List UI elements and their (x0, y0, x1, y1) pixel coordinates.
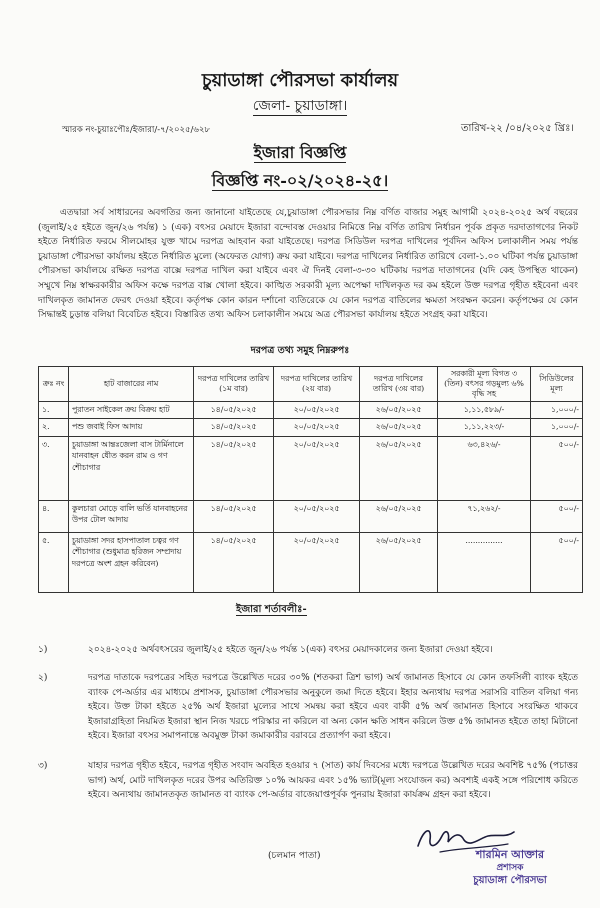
row-date-1: ১৪/০৫/২০২৫ (194, 402, 274, 419)
row-schedule-price: ১,০০০/- (531, 402, 583, 419)
condition-item (38, 671, 578, 744)
row-date-1: ১৪/০৫/২০২৫ (194, 500, 274, 532)
header-date-1: দরপত্র দাখিলের তারিখ (১ম বার) (194, 367, 274, 402)
row-govt-price: ১,১১,৫৮৯/- (438, 402, 531, 419)
seal-designation: প্রশাসক (496, 863, 524, 873)
header-serial: ক্রঃ নং (39, 367, 69, 402)
row-date-2: ২০/০৫/২০২৫ (274, 500, 360, 532)
tender-table (38, 366, 583, 593)
row-govt-price: ১,১১,২২৩/- (438, 418, 531, 436)
row-serial: ২. (39, 418, 69, 436)
row-date-2: ২০/০৫/২০২৫ (274, 436, 360, 500)
continued-page-note: (চলমান পাতা) (268, 851, 321, 861)
notice-number-text: বিজ্ঞপ্তি নং-০২/২০২৪-২৫। (211, 171, 389, 190)
row-schedule-price: ৫০০/- (531, 436, 583, 500)
row-schedule-price: ৫০০/- (531, 532, 583, 592)
row-market-name: পশু জবাই ফিস আদায় (69, 418, 194, 436)
table-row (39, 532, 583, 592)
condition-text: যাহার দরপত্র গৃহীত হইবে, দরপত্র গৃহীত সংবাদ অবহিত হওয়ার ৭ (সাত) কার্য দিবসের মধ্যে দরপত্রে উল্লেখিত দরের অবশিষ্ট ৭৫% (পচাত্তর ভাগ) অর্থ, মোট দাখিলকৃত দরের উপর অতিরিক্ত ১০% আয়কর এবং ১৫% ভ্যাট(মূল্য সংযোজন কর) অবশ্যই একই সঙ্গে পরিশোধ করিতে হইবে। অন্যথায় জামানতকৃত জামানত বা ব্যাংক পে-অর্ডার বাজেয়াপ্তপূর্বক পুনরায় ইজারা কার্যক্রম গ্রহন করা হইবে। (88, 761, 578, 800)
header-date-2: দরপত্র দাখিলের তারিখ (২য় বার) (274, 367, 360, 402)
row-serial: ১. (39, 402, 69, 419)
condition-item (38, 643, 578, 658)
notice-title-text: ইজারা বিজ্ঞপ্তি (253, 143, 347, 162)
condition-number: ২) (38, 673, 48, 683)
condition-text: দরপত্র দাতাকে দরপত্রের সহিত দরপত্রে উল্লেখিত দরের ৩০% (শতকরা ত্রিশ ভাগ) অর্থ জামানত হিসাবে যে কোন তফসিলী ব্যাংক হইতে ব্যাংক পে-অর্ডার এর মাধ্যমে প্রশাসক, চুয়াডাঙ্গা পৌরসভার অনুকুলে জমা দিতে হইবে। ইহার অন্যথায় দরপত্র সরাসরি বাতিল বলিয়া গন্য হইবে। উক্ত টাকা হইতে ২৫% অর্থ ইজারা মুল্যের সাথে সমন্বয় করা হইবে এবং বাকী ৫% অর্থ জামানত হিসাবে সংরক্ষিত থাকবে ইজারাগ্রহিতা নিয়মিত ইজারা স্থান নিজ খরচে পরিস্কার না করিলে বা অন্য কোন ক্ষতি সাধন করিলে উক্ত ৫% জামানত হইতে তাহা মিটানো হইবে। ইজারা বৎসর সমাপনান্তে অবমুক্ত টাকা জমাকারীর বরাবরে প্রত্যার্পণ করা হইবে। (88, 673, 578, 741)
row-govt-price: ৬৩,৪২৬/- (438, 436, 531, 500)
table-row (39, 436, 583, 500)
header-date-3: দরপত্র দাখিলের তারিখ (৩য় বার) (360, 367, 438, 402)
row-market-name: চুয়াডাঙ্গা সদর হাসপাতাল চত্বর গণ শৌচাগার (শুধুমাত্র হরিজন সম্প্রদায় দরপত্রে অংশ গ্রহন করিবেন) (69, 532, 194, 592)
notice-number (0, 168, 600, 195)
conditions-title (236, 602, 307, 619)
row-serial: ৫. (39, 532, 69, 592)
row-date-1: ১৪/০৫/২০২৫ (194, 418, 274, 436)
row-govt-price: ৭১,২৬২/- (438, 500, 531, 532)
notice-title (0, 140, 600, 167)
row-schedule-price: ১,০০০/- (531, 418, 583, 436)
row-date-3: ২৬/০৫/২০২৫ (360, 402, 438, 419)
row-market-name: পুরাতন সাইকেল ক্রয় বিক্রয় হাট (69, 402, 194, 419)
header-schedule-price: সিডিউলের মূল্য (531, 367, 583, 402)
condition-number: ১) (38, 645, 48, 655)
row-date-1: ১৪/০৫/২০২৫ (194, 532, 274, 592)
row-date-2: ২০/০৫/২০২৫ (274, 532, 360, 592)
row-date-2: ২০/০৫/২০২৫ (274, 402, 360, 419)
notice-date: তারিখ-২২ /০৪/২০২৫ খ্রিঃ। (460, 123, 574, 134)
district-text: জেলা- চুয়াডাঙ্গা। (252, 98, 348, 114)
intro-paragraph: এতদ্বারা সর্ব সাধারনের অবগতির জন্য জানানো যাইতেছে যে,চুয়াডাঙ্গা পৌরসভার নিম্ন বর্ণিত বাজার সমুহ আগামী ২০২৪-২০২৫ অর্থ বছরের (জুলাই/২৫ হইতে জুন/২৬ পর্যন্ত) ১ (এক) বৎসর মেয়াদে ইজারা বন্দোবস্ত দেওয়ার নিমিত্তে নিম্ন বর্ণিত তারিখ নির্ধারন পূর্বক প্রকৃত দরদাতাগণের নিকট হইতে নির্ধারিত ফরমে সীলমোহর যুক্ত খামে দরপত্র আহবান করা যাইতেছে। দরপত্র সিডিউল দরপত্র দাখিলের পূর্বদিন অফিস চলাকালীন সময় পর্যন্ত চুয়াডাঙ্গা পৌরসভা কার্যালয় হইতে নির্ধারিত মুল্যে (অফেরত যোগ্য) ক্রয় করা যাইবে। দরপত্র দাখিলের নির্ধারিত তারিখে বেলা-১.০০ ঘটিকা পর্যন্ত চুয়াডাঙ্গা পৌরসভা কার্যালয়ে রক্ষিত দরপত্র বাক্সে দরপত্র দাখিল করা যাইবে এবং ঐ দিনই বেলা-৩-৩০ ঘটিকায় দরপত্র দাতাগনের (যদি কেহ উপস্থিত থাকেন) সম্মুখে নিম্ন স্বাক্ষরকারীর অফিস কক্ষে দরপত্র বাক্স খোলা হইবে। কাঙ্খিত সরকারী মূল্য অপেক্ষা দাখিলকৃত দর কম হইলে উক্ত দরপত্র গৃহীত হইবেনা এবং দাখিলকৃত জামানত ফেরৎ দেওয়া হইবে। কর্তৃপক্ষ কোন কারন দর্শানো ব্যতিরেকে যে কোন দরপত্র বাতিলের ক্ষমতা সংরক্ষন করেন। কর্তৃপক্ষের যে কোন সিদ্ধান্তই চুড়ান্ত বলিয়া বিবেচিত হইবে। বিস্তারিত তথ্য অফিস চলাকালীন সময়ে অত্র পৌরসভা কার্যালয় হইতে সংগ্রহ করা যাইবে। (38, 208, 578, 321)
table-header-row (39, 367, 583, 402)
header-market-name: হাট বাজারের নাম (69, 367, 194, 402)
row-serial: ৩. (39, 436, 69, 500)
condition-number: ৩) (38, 761, 48, 771)
memo-number: স্মারক নং-চুয়াঃপৌঃ/ইজারা/-৭/২০২৫/৬২৮ (62, 125, 210, 135)
conditions-title-text: ইজারা শর্তাবলীঃ- (236, 604, 307, 615)
office-title: চুয়াডাঙ্গা পৌরসভা কার্যালয় (201, 70, 399, 91)
table-row (39, 402, 583, 419)
row-schedule-price: ৫০০/- (531, 500, 583, 532)
table-caption: দরপত্র তথ্য সমুহ নিম্নরুপঃ (250, 345, 350, 356)
row-date-3: ২৬/০৫/২০২৫ (360, 436, 438, 500)
row-date-3: ২৬/০৫/২০২৫ (360, 500, 438, 532)
row-date-3: ২৬/০৫/২০২৫ (360, 418, 438, 436)
table-row (39, 500, 583, 532)
header-govt-price: সরকারী মূল্য বিগত ৩ (তিন) বৎসর গড়মুল্য ৬% বৃদ্ধি সহ (438, 367, 531, 402)
row-date-2: ২০/০৫/২০২৫ (274, 418, 360, 436)
condition-item (38, 759, 578, 803)
row-date-1: ১৪/০৫/২০২৫ (194, 436, 274, 500)
row-date-3: ২৬/০৫/২০২৫ (360, 532, 438, 592)
condition-text: ২০২৪-২০২৫ অর্থবৎসরের জুলাই/২৫ হইতে জুন/২৬ পর্যন্ত ১(এক) বৎসর মেয়াদকালের জন্য ইজারা দেওয়া হইবে। (88, 645, 493, 655)
district-line (0, 94, 600, 118)
row-market-name: কুলচারা মোড়ে বালি ভর্তি যানবাহনের উপর টোল আদায় (69, 500, 194, 532)
row-govt-price: ............... (438, 532, 531, 592)
seal-name: শারমিন আক্তার (475, 848, 545, 861)
official-seal (440, 848, 580, 887)
seal-office: চুয়াডাঙ্গা পৌরসভা (473, 875, 547, 886)
table-row (39, 418, 583, 436)
row-market-name: চুয়াডাঙ্গা আন্তঃজেলা বাস টার্মিনালে যানবাহন ধৌত করন রাম ও গণ শৌচাগার (69, 436, 194, 500)
row-serial: ৪. (39, 500, 69, 532)
